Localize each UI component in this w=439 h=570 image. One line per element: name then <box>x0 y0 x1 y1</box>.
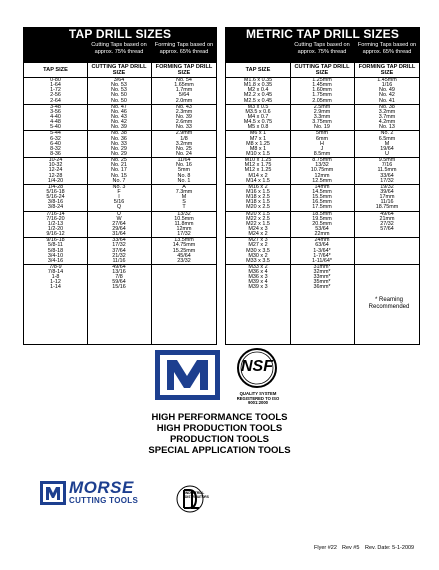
footer-flyer: Flyer #22 <box>314 545 337 551</box>
divider <box>354 41 355 344</box>
cutting-drill-cell: 5/16 <box>113 199 125 206</box>
row-group <box>24 265 216 291</box>
tap-drill-table <box>23 27 217 345</box>
tagline: HIGH PERFORMANCE TOOLS <box>151 412 288 423</box>
divider <box>87 41 88 344</box>
tap-size-cell: M2.5 x 0.45 <box>243 97 273 104</box>
forming-drill-cell: 45/64 <box>177 252 191 259</box>
cutting-drill-cell: H <box>320 140 324 147</box>
row-group <box>226 185 419 212</box>
forming-drill-cell: 11.8mm <box>174 220 194 227</box>
tap-size-cell: 1/4-28 <box>47 183 64 190</box>
cutting-drill-cell: No. 3 <box>112 183 126 190</box>
forming-drill-cell: 11/16 <box>380 199 394 206</box>
taglines <box>0 412 439 456</box>
forming-drill-cell: 2.9mm <box>175 130 193 137</box>
forming-drill-cell: No. 24 <box>176 150 192 157</box>
cutting-drill-cell: 33mm* <box>313 274 331 281</box>
cutting-drill-cell: 2.05mm <box>312 97 332 104</box>
cutting-drill-cell: No. 29 <box>111 150 127 157</box>
forming-drill-cell: 5/64 <box>178 92 190 99</box>
tap-size-cell: M36 x 3 <box>248 274 268 281</box>
tagline: PRODUCTION TOOLS <box>169 434 270 445</box>
forming-drill-cell: A <box>182 183 186 190</box>
forming-drill-cell: M <box>384 140 390 147</box>
forming-drill-cell: 15.25mm <box>172 247 196 254</box>
divider <box>290 41 291 344</box>
cutting-drill-cell: No. 53 <box>111 87 127 94</box>
m-logo-icon <box>155 350 220 400</box>
cutting-drill-cell: 37/64 <box>112 247 126 254</box>
forming-drill-cell: 57/64 <box>380 225 394 232</box>
tap-size-cell: 2-56 <box>50 92 61 99</box>
cutting-drill-cell: 17.5mm <box>312 204 332 211</box>
cutting-drill-cell: 1.75mm <box>312 92 332 99</box>
cutting-drill-cell: 2.9mm <box>313 108 331 115</box>
tap-size-cell: 7/16-20 <box>46 215 65 222</box>
cutting-drill-cell: No. 42 <box>111 119 127 126</box>
cutting-drill-cell: U <box>117 210 121 217</box>
tap-size-cell: 5/8-11 <box>48 242 63 249</box>
row-group <box>24 238 216 265</box>
forming-drill-cell: 2.3mm <box>175 108 193 115</box>
tap-size-cell: 4-40 <box>50 113 61 120</box>
cutting-drill-cell: 12.5mm <box>312 177 332 184</box>
cutting-drill-cell: 31mm* <box>313 263 331 270</box>
cutting-drill-cell: 3/64 <box>113 77 125 83</box>
forming-drill-cell: U <box>385 150 389 157</box>
cutting-drill-cell: No. 15 <box>111 172 127 179</box>
cutting-drill-cell: Q <box>116 204 122 211</box>
forming-drill-cell: 1.7mm <box>175 87 193 94</box>
tap-size-cell: 3/8-24 <box>47 204 64 211</box>
tap-size-cell: M2 x 0.4 <box>247 87 269 94</box>
forming-drill-cell: 7.3mm <box>175 188 193 195</box>
tap-size-cell: M12 x 1.25 <box>244 167 272 174</box>
forming-drill-cell: S <box>182 199 186 206</box>
cutting-drill-cell: No. 21 <box>111 162 127 169</box>
tap-size-cell: 4-48 <box>50 119 61 126</box>
morse-logo <box>40 479 152 507</box>
tap-size-cell: M10 x 1.5 <box>246 150 270 157</box>
tap-table-rows <box>24 78 216 291</box>
cutting-drill-cell: No. 33 <box>111 140 127 147</box>
tap-size-cell: M22 x 1.5 <box>246 220 270 227</box>
cutting-drill-cell: 59/64 <box>112 279 126 286</box>
tap-size-cell: M8 x 1.25 <box>246 140 270 147</box>
table-row <box>24 285 216 290</box>
table-row <box>24 99 216 104</box>
cutting-drill-cell: 1-3/64* <box>313 247 331 254</box>
tap-size-cell: 7/8-14 <box>47 269 64 276</box>
tap-size-cell: 3/4-16 <box>47 257 64 264</box>
tap-size-cell: 6-32 <box>50 135 61 142</box>
forming-drill-cell: No. 39 <box>176 113 192 120</box>
table-row <box>226 99 419 104</box>
tap-size-cell: 6-40 <box>50 140 61 147</box>
cutting-drill-cell: 17/32 <box>112 242 126 249</box>
tap-size-cell: 3-56 <box>50 108 61 115</box>
table-row <box>226 285 419 290</box>
m-logo <box>155 350 220 400</box>
metric-table-subheaders <box>226 41 419 63</box>
cutting-drill-cell: 6mm <box>316 135 328 142</box>
forming-drill-cell: No. 54 <box>176 77 192 83</box>
col-cutting: CUTTING TAP DRILL SIZE <box>294 64 350 76</box>
cutting-drill-cell: No. 25 <box>111 157 127 164</box>
forming-drill-cell: No. 33 <box>176 124 192 131</box>
tap-size-cell: M22 x 2.5 <box>246 215 270 222</box>
metric-table-column-headers <box>226 63 419 78</box>
cutting-drill-cell: No. 46 <box>111 108 127 115</box>
tagline: HIGH PRODUCTION TOOLS <box>156 423 283 434</box>
tap-size-cell: M1.8 x 0.35 <box>243 82 273 89</box>
cutting-drill-cell: 8.75mm <box>312 157 332 164</box>
tap-size-cell: M8 x 1 <box>249 145 267 152</box>
cutting-drill-cell: 63/64 <box>315 242 329 249</box>
forming-drill-cell: 49/64 <box>380 210 394 217</box>
morse-subtext: CUTTING TOOLS <box>69 496 139 505</box>
forming-drill-cell: No. 38 <box>379 103 395 110</box>
forming-drill-cell: No. 8 <box>177 172 191 179</box>
cutting-drill-cell: 33/64 <box>112 237 126 244</box>
cutting-drill-cell: F <box>117 188 121 195</box>
cutting-drill-cell: 10.75mm <box>310 167 334 174</box>
forming-drill-cell: 17/32 <box>177 231 191 238</box>
tap-size-cell: M20 x 1.5 <box>246 210 270 217</box>
tap-size-cell: 12-28 <box>48 172 63 179</box>
forming-drill-cell: 3.2mm <box>378 108 396 115</box>
forming-drill-cell: 7/16 <box>381 162 393 169</box>
forming-drill-cell: No. 49 <box>379 87 395 94</box>
cutting-drill-cell: 5mm <box>316 130 328 137</box>
cutting-drill-cell: 12mm <box>314 172 330 179</box>
forming-drill-cell: M <box>181 194 187 201</box>
forming-drill-cell: 19/32 <box>380 183 394 190</box>
forming-drill-cell: 23/32 <box>177 257 191 264</box>
tap-size-cell: M27 x 2 <box>248 242 268 249</box>
forming-drill-cell: 11.5mm <box>377 167 397 174</box>
tap-size-cell: 1/2-13 <box>47 220 64 227</box>
cutting-drill-cell: 35mm* <box>313 279 331 286</box>
cutting-drill-cell: 14mm <box>314 183 330 190</box>
forming-drill-cell: No. 42 <box>379 92 395 99</box>
forming-drill-cell: No. 25 <box>176 145 192 152</box>
tap-size-cell: 7/16-14 <box>46 210 65 217</box>
tap-size-cell: 10-24 <box>48 157 63 164</box>
cutting-drill-cell: 36mm* <box>313 284 331 291</box>
forming-drill-cell: 13/32 <box>177 210 191 217</box>
footer-rev: Rev #5 <box>342 545 360 551</box>
tap-size-cell: M33 x 2 <box>248 263 268 270</box>
tap-size-cell: 1-72 <box>50 87 61 94</box>
col-tap-size: TAP SIZE <box>245 67 271 73</box>
cutting-drill-cell: 1.45mm <box>312 82 332 89</box>
tap-size-cell: M3 x 0.5 <box>247 103 269 110</box>
forming-drill-cell: 39/64 <box>380 188 394 195</box>
row-group <box>226 105 419 132</box>
row-group <box>24 185 216 212</box>
forming-drill-cell: 10.5mm <box>174 215 194 222</box>
tap-size-cell: M2.2 x 0.45 <box>243 92 273 99</box>
row-group <box>226 212 419 239</box>
tap-size-cell: M14 x 1.5 <box>246 177 270 184</box>
metric-table-rows <box>226 78 419 291</box>
row-group <box>226 158 419 185</box>
tap-size-cell: 9/16-12 <box>46 231 65 238</box>
forming-drill-cell: 6.5mm <box>378 135 396 142</box>
metric-table-title: METRIC TAP DRILL SIZES <box>226 28 419 41</box>
tap-size-cell: M33 x 3.5 <box>246 257 270 264</box>
tap-size-cell: 8-36 <box>50 150 61 157</box>
forming-drill-cell: No. 1 <box>177 177 191 184</box>
tap-size-cell: M30 x 2 <box>248 252 268 259</box>
row-group <box>226 131 419 158</box>
forming-drill-cell: 17/32 <box>380 177 394 184</box>
cutting-drill-cell: I <box>118 194 120 201</box>
tap-size-cell: M5 x 0.8 <box>247 124 269 131</box>
tap-size-cell: 2-64 <box>50 97 61 104</box>
forming-subheader: Forming Taps based on approx. 65% thread <box>357 42 417 55</box>
cutting-drill-cell: No. 43 <box>111 113 127 120</box>
cutting-drill-cell: 16.5mm <box>312 199 332 206</box>
cutting-subheader: Cutting Taps based on approx. 75% thread <box>91 42 147 55</box>
footer-date: Rev. Date: 5-1-2009 <box>365 545 415 551</box>
forming-drill-cell: No. 13 <box>379 124 395 131</box>
tap-size-cell: 1-64 <box>50 82 61 89</box>
tap-size-cell: M14 x 2 <box>248 172 268 179</box>
tap-table-title: TAP DRILL SIZES <box>24 28 216 41</box>
cutting-drill-cell: 11/16 <box>112 257 126 264</box>
cutting-drill-cell: 32mm* <box>313 269 331 276</box>
cutting-drill-cell: 27/64 <box>112 220 126 227</box>
forming-drill-cell: 11/64 <box>177 157 191 164</box>
forming-drill-cell: 14.75mm <box>172 242 196 249</box>
tap-size-cell: 5-44 <box>50 130 61 137</box>
forming-drill-cell: 5mm <box>178 167 190 174</box>
cutting-drill-cell: 24mm <box>314 237 330 244</box>
row-group <box>24 158 216 185</box>
table-row <box>226 205 419 210</box>
forming-drill-cell: T <box>182 204 186 211</box>
forming-drill-cell: 9.5mm <box>378 157 396 164</box>
cutting-drill-cell: No. 7 <box>112 177 126 184</box>
cutting-drill-cell: 15/16 <box>112 284 126 291</box>
tap-size-cell: M3.5 x 0.6 <box>245 108 271 115</box>
row-group <box>226 265 419 291</box>
col-cutting: CUTTING TAP DRILL SIZE <box>91 64 147 76</box>
cutting-drill-cell: 1-11/64* <box>312 257 332 264</box>
forming-drill-cell: No. 43 <box>176 103 192 110</box>
cutting-drill-cell: 21/32 <box>112 252 126 259</box>
forming-drill-cell: No. 2 <box>380 130 394 137</box>
cutting-drill-cell: W <box>116 215 122 222</box>
tap-size-cell: 1-12 <box>50 279 61 286</box>
forming-drill-cell: 21mm <box>379 215 395 222</box>
forming-drill-cell: 3.7mm <box>378 113 396 120</box>
forming-drill-cell: 33/64 <box>380 172 394 179</box>
divider <box>151 41 152 344</box>
morse-text: MORSE <box>69 478 134 497</box>
cutting-drill-cell: 15.5mm <box>312 194 332 201</box>
cutting-drill-cell: 14.5mm <box>312 188 332 195</box>
cutting-drill-cell: 8.5mm <box>313 150 331 157</box>
forming-drill-cell: 1/8 <box>180 135 188 142</box>
col-tap-size: TAP SIZE <box>43 67 68 73</box>
tap-size-cell: M4.5 x 0.75 <box>243 119 273 126</box>
tap-size-cell: 3-48 <box>50 103 61 110</box>
cutting-drill-cell: 3.3mm <box>313 113 331 120</box>
forming-drill-cell: 4.2mm <box>378 119 396 126</box>
row-group <box>226 78 419 105</box>
col-forming: FORMING TAP DRILL SIZE <box>155 64 213 76</box>
cutting-drill-cell: No. 19 <box>314 124 330 131</box>
row-group <box>24 78 216 105</box>
cutting-drill-cell: 1.60mm <box>312 87 332 94</box>
cutting-drill-cell: No. 47 <box>111 103 127 110</box>
distributor-text: INDUSTRIAL DISTRIBUTORS <box>185 491 209 499</box>
forming-drill-cell: 2.0mm <box>175 97 193 104</box>
tap-size-cell: M24 x 3 <box>248 225 268 232</box>
cutting-drill-cell: 1-7/64* <box>313 252 331 259</box>
forming-drill-cell: 19/64 <box>380 145 394 152</box>
cutting-drill-cell: 3.75mm <box>312 119 332 126</box>
row-group <box>24 212 216 239</box>
tap-size-cell: 10-32 <box>48 162 63 169</box>
forming-drill-cell: 1/16 <box>381 82 393 89</box>
tap-size-cell: 5/16-18 <box>46 188 65 195</box>
tap-size-cell: 1-8 <box>51 274 60 281</box>
cutting-drill-cell: No. 17 <box>111 167 127 174</box>
reaming-note: * Reaming Recommended <box>368 297 410 310</box>
cutting-drill-cell: 29/64 <box>112 225 126 232</box>
tap-size-cell: M30 x 3.5 <box>246 247 270 254</box>
forming-drill-cell: 13.5mm <box>174 237 194 244</box>
tap-size-cell: 3/8-16 <box>47 199 64 206</box>
tap-size-cell: M16 x 2 <box>248 183 268 190</box>
forming-drill-cell: 27/32 <box>380 220 394 227</box>
cutting-drill-cell: 22mm <box>314 231 330 238</box>
tagline: SPECIAL APPLICATION TOOLS <box>148 445 291 456</box>
nsf-text: NSF <box>241 358 273 375</box>
tap-size-cell: 8-32 <box>50 145 61 152</box>
tap-size-cell: 5/8-18 <box>47 247 64 254</box>
forming-drill-cell: No. 16 <box>176 162 192 169</box>
forming-drill-cell: 1.45mm <box>377 77 397 83</box>
tap-size-cell: 1-14 <box>50 284 61 291</box>
cutting-drill-cell: 19.5mm <box>312 215 332 222</box>
cutting-drill-cell: 2.5mm <box>313 103 331 110</box>
cutting-drill-cell: 20.5mm <box>312 220 332 227</box>
tap-size-cell: 12-24 <box>48 167 63 174</box>
tap-table-column-headers <box>24 63 216 78</box>
forming-drill-cell: No. 41 <box>379 97 395 104</box>
tap-size-cell: M7 x 1 <box>249 135 267 142</box>
quality-system-text: QUALITY SYSTEM REGISTERED TO ISO 9001:2000 <box>236 391 280 406</box>
tap-size-cell: M20 x 2.5 <box>246 204 270 211</box>
forming-drill-cell: 2.6mm <box>175 119 193 126</box>
tap-table-subheaders <box>24 41 216 63</box>
cutting-drill-cell: 31/64 <box>112 231 126 238</box>
row-group <box>24 105 216 132</box>
cutting-drill-cell: No. 50 <box>111 97 127 104</box>
cutting-drill-cell: 1.25mm <box>312 77 332 83</box>
tap-size-cell: 5/16-24 <box>46 194 65 201</box>
tap-size-cell: M18 x 2.5 <box>246 194 270 201</box>
cutting-drill-cell: No. 39 <box>111 124 127 131</box>
cutting-drill-cell: 13/32 <box>315 162 329 169</box>
morse-m-icon <box>40 481 66 505</box>
cutting-drill-cell: 49/64 <box>112 263 126 270</box>
col-forming: FORMING TAP DRILL SIZE <box>358 64 416 76</box>
tap-size-cell: M1.6 x 0.35 <box>243 77 273 83</box>
forming-drill-cell: 18.75mm <box>375 204 399 211</box>
tap-size-cell: M27 x 3 <box>248 237 268 244</box>
tap-size-cell: M16 x 1.5 <box>246 188 270 195</box>
forming-subheader: Forming Taps based on approx. 65% thread <box>154 42 214 55</box>
cutting-drill-cell: 13/16 <box>112 269 126 276</box>
cutting-drill-cell: J <box>320 145 324 152</box>
cutting-drill-cell: 18.5mm <box>312 210 332 217</box>
cutting-drill-cell: 7/8 <box>115 274 123 281</box>
cutting-drill-cell: No. 53 <box>111 82 127 89</box>
tap-size-cell: M10 x 1.25 <box>244 157 272 164</box>
cutting-subheader: Cutting Taps based on approx. 75% thread <box>294 42 350 55</box>
forming-drill-cell: 12mm <box>176 225 192 232</box>
tap-size-cell: M36 x 4 <box>248 269 268 276</box>
tap-size-cell: M39 x 4 <box>248 279 268 286</box>
distributor-logo <box>175 484 211 524</box>
tap-size-cell: 3/4-10 <box>47 252 64 259</box>
row-group <box>24 131 216 158</box>
tap-size-cell: 1/4-20 <box>47 177 64 184</box>
tap-size-cell: M24 x 2 <box>248 231 268 238</box>
tap-size-cell: 9/16-18 <box>46 237 65 244</box>
cutting-drill-cell: No. 50 <box>111 92 127 99</box>
tap-size-cell: M12 x 1.75 <box>244 162 272 169</box>
forming-drill-cell: 3.2mm <box>175 140 193 147</box>
tap-size-cell: M6 x 1 <box>249 130 267 137</box>
forming-drill-cell: 1.65mm <box>174 82 194 89</box>
cutting-drill-cell: 53/64 <box>315 225 329 232</box>
tap-size-cell: 1/2-20 <box>47 225 64 232</box>
tap-size-cell: M39 x 3 <box>248 284 268 291</box>
cutting-drill-cell: No. 38 <box>111 130 127 137</box>
table-row <box>24 205 216 210</box>
cutting-drill-cell: No. 36 <box>111 135 127 142</box>
tap-size-cell: 0-80 <box>50 77 61 83</box>
tap-size-cell: M18 x 1.5 <box>246 199 270 206</box>
forming-drill-cell: 17mm <box>379 194 395 201</box>
cutting-drill-cell: No. 29 <box>111 145 127 152</box>
tap-size-cell: 7/8-9 <box>49 263 62 270</box>
tap-size-cell: M4 x 0.7 <box>247 113 269 120</box>
tap-size-cell: 5-40 <box>50 124 61 131</box>
row-group <box>226 238 419 265</box>
